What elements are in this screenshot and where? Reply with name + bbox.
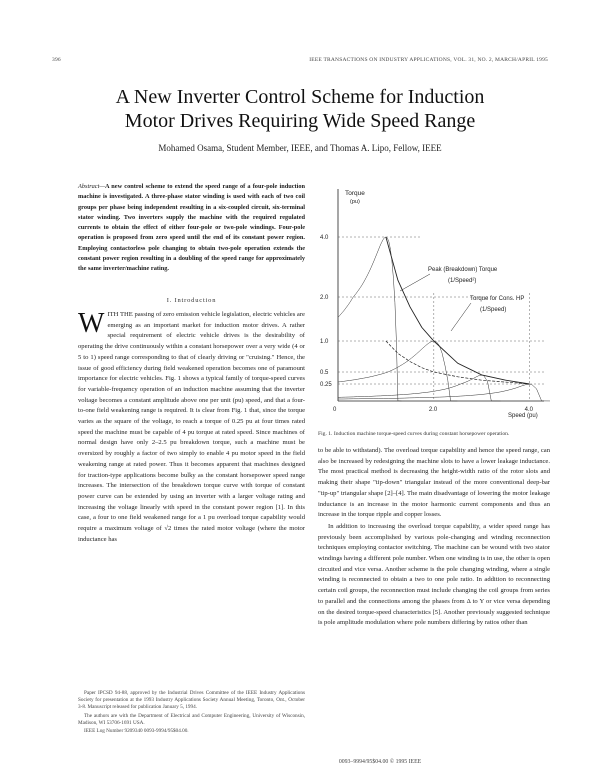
paper-title-line2: Motor Drives Requiring Wide Speed Range	[124, 110, 476, 132]
journal-header: IEEE TRANSACTIONS ON INDUSTRY APPLICATIONS, VOL. 31, NO. 2, MARCH/APRIL 1995	[309, 57, 548, 63]
const-hp-label: Torque for Cons. HP	[470, 296, 525, 302]
const-hp-formula: (1/Speed)	[480, 307, 507, 313]
x-tick-label: 4.0	[524, 407, 533, 413]
torque-speed-figure	[318, 181, 550, 429]
torque-speed-curve-1	[338, 237, 402, 401]
torque-speed-curve-4	[338, 384, 550, 401]
abstract-text: A new control scheme to extend the speed range of a four-pole induction machine is investigated. A three-phase stator winding is used with each of two coil groups per phase being independent resulting in a six-coupled circuit, six-terminal stator winding. Two inverters supply the machine with the required regulated currents to obtain the effect of either four-pole or two-pole windings. Four-pole operation is proposed from zero speed until the end of its constant power region. Employing contactorless pole changing to obtain two-pole operation extends the constant power region resulting in a doubling of the speed range for approximately the same inverter/machine rating.	[78, 183, 305, 273]
paper-title-line1: A New Inverter Control Scheme for Induction	[115, 86, 485, 108]
y-tick-label: 2.0	[320, 295, 329, 301]
footnote-item: The authors are with the Department of Electrical and Computer Engineering, University of Wisconsin, Madison, WI 53706-1691 USA.	[78, 712, 305, 726]
torque-axis-label: Torque	[345, 190, 365, 197]
intro-body	[78, 310, 305, 545]
peak-torque-label: Peak (Breakdown) Torque	[428, 267, 498, 273]
drop-cap: W	[78, 308, 105, 339]
peak-torque-curve	[386, 237, 530, 384]
x-tick-label: 0	[333, 407, 337, 413]
paragraph: to be able to withstand). The overload torque capability and hence the speed range, can also be increased by redesigning the machine slots to have a lower leakage inductance. The most practical method is decreasing the height-width ratio of the rotor slots and making their shape "tip-down" triangular instead of the more conventional deep-bar "tip-up" triangular shape [2]–[4]. The main disadvantage of lowering the motor leakage inductance is an increase in the motor harmonic current components and thus an increase in the torque ripple and copper losses.	[318, 447, 550, 519]
peak-torque-leader	[400, 274, 430, 291]
paragraph: In addition to increasing the overload torque capability, a wider speed range has previously been accomplished by various pole-changing and winding reconnection techniques employing contactor switching. The machine can be wound with two stator windings having a different pole number. When one winding is in use, the other is open circuited and vice versa. Another scheme is the pole changing winding, where a single winding is reconnected to obtain a two to one pole ratio. In addition to reconnecting certain coil groups, the reconnection must include changing the coil groups from series to parallel and the connections among the phases from Δ to Y or vice versa depending on the desired torque-speed characteristics [5]. Another previously suggested technique is pole amplitude modulation where pole numbers differing by ratios other than	[318, 522, 550, 627]
figure-caption: Fig. 1. Induction machine torque-speed curves during constant horsepower operation.	[318, 431, 510, 437]
abstract-label: Abstract—	[78, 183, 105, 190]
peak-torque-formula: (1/Speed²)	[448, 278, 477, 284]
abstract	[78, 182, 305, 275]
y-tick-label: 0.25	[320, 382, 332, 388]
page-number: 396	[52, 57, 61, 63]
right-column-body	[318, 446, 550, 629]
y-tick-label: 1.0	[320, 339, 329, 345]
footer-code: 0093–9994/95$04.00 © 1995 IEEE	[338, 759, 422, 765]
speed-axis-label: Speed (pu)	[508, 413, 538, 419]
footnote-item: IEEE Log Number 9209340 0093-9994/95$04.00.	[84, 728, 189, 735]
y-tick-label: 0.5	[320, 370, 329, 376]
torque-axis-unit: (pu)	[350, 199, 360, 205]
section-heading: I. Introduction	[166, 297, 217, 304]
authors: Mohamed Osama, Student Member, IEEE, and Thomas A. Lipo, Fellow, IEEE	[158, 143, 442, 153]
footnotes	[78, 690, 305, 736]
const-hp-leader	[451, 303, 471, 331]
y-tick-label: 4.0	[320, 235, 329, 241]
footnote-item: Paper IPCSD 94-88, approved by the Industrial Drives Committee of the IEEE Industry Applications Society for presentation at the 1993 Industry Applications Society Annual Meeting, Toronto, Ont., October 3-8. Manuscript released for publication January 5, 1994.	[78, 690, 305, 711]
intro-paragraph: ITH THE passing of zero emission vehicle legislation, electric vehicles are emerging as an important market for induction motor drives. A rather special requirement of electric vehicle drives is the desirability of operating the drive continuously within a constant horsepower over a very wide (4 or 5 to 1) speed range corresponding to that of clearly driving or "cruising." Hence, the issue of good efficiency during field weakened operation becomes one of paramount importance for electric vehicles. Fig. 1 shows a typical family of torque-speed curves for variable-frequency operation of an induction machine assuming that the inverter voltage becomes a constant amplitude above one per unit (pu) speed, and that a four-to-one field weakening range is required. It is clear from Fig. 1 that, since the torque varies as the square of the voltage, to reach a torque of 0.25 pu at four times rated speed the machine must be capable of 4 pu torque at rated speed. Since machines of normal design have only 2–2.5 pu breakdown torque, such a machine must be oversized by roughly a factor of two simply to enable 4 pu motor speed in the field weakening range at rated power. Thus it becomes apparent that machines designed for traction-type applications become bulky as the constant horsepower speed range increases. The intersection of the breakdown torque curve with torque of constant power curve can be extended by using an inverter with a larger voltage rating and increasing the voltage linearly with speed in the constant power region [1]. In this case, a four to one field weakened range for a 1 pu overload torque capability would require a maximum voltage of √2 times the rated motor voltage (where the motor inductance has	[78, 311, 305, 543]
x-tick-label: 2.0	[428, 407, 438, 413]
const-hp-curve	[386, 341, 530, 384]
